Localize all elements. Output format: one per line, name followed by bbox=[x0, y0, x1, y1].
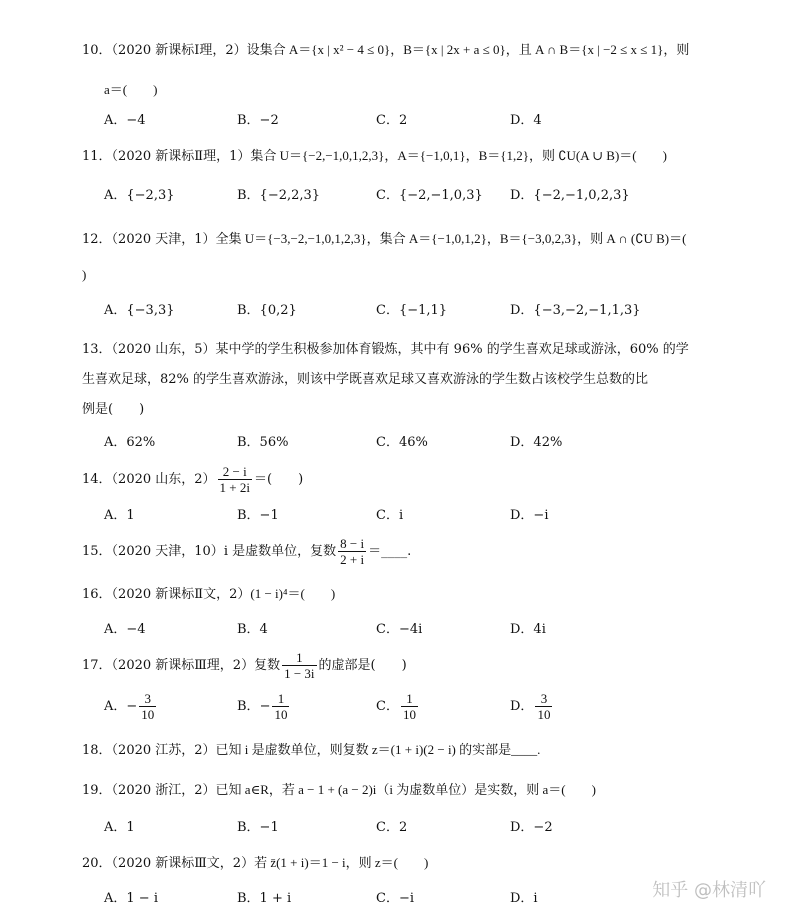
question-15-stem: 15．（2020 天津，10）i 是虚数单位，复数 $\frac{8 - i}{2 + i}$ ＝____. bbox=[82, 536, 412, 567]
fraction: $\frac{8 - i}{2 + i}$ bbox=[340, 536, 365, 567]
question-11-options bbox=[104, 185, 748, 207]
question-19-stem: 19．（2020 浙江，2）已知 a∈R，若 a − 1 + (a − 2)i（i 为虚数单位）是实数，则 a＝( ) bbox=[82, 782, 596, 798]
option-b: B．56% bbox=[237, 435, 289, 450]
fraction: $\frac{2 - i}{1 + 2i}$ bbox=[219, 464, 250, 495]
question-10-stem: 10．（2020 新课标Ⅰ理，2）设集合 A＝{x | x² − 4 ≤ 0}，B＝{x | 2x + a ≤ 0}，且 A ∩ B＝{x | −2 ≤ x ≤ 1}，则 bbox=[82, 42, 690, 58]
option-d: D． $\frac{3}{10}$ bbox=[510, 691, 551, 722]
watermark-text: 知乎 @林清吖 bbox=[652, 880, 766, 901]
option-a: A．1 − i bbox=[104, 891, 158, 906]
question-12-options bbox=[104, 300, 748, 322]
option-c: C．2 bbox=[376, 820, 408, 835]
option-d: D．4i bbox=[510, 622, 546, 637]
option-c: C．−4i bbox=[376, 622, 423, 637]
question-13-stem-cont: 生喜欢足球，82% 的学生喜欢游泳，则该中学既喜欢足球又喜欢游泳的学生数占该校学生总数的比 bbox=[82, 372, 649, 387]
fraction: $\frac{1}{1 - 3i}$ bbox=[284, 650, 315, 681]
option-d: D．{−3,−2,−1,1,3} bbox=[510, 303, 641, 318]
option-b: B．1 + i bbox=[237, 891, 292, 906]
option-d: D．4 bbox=[510, 113, 542, 128]
option-d: D．i bbox=[510, 891, 538, 906]
question-20-stem: 20．（2020 新课标Ⅲ文，2）若 z̄(1 + i)＝1 − i，则 z＝( ) bbox=[82, 855, 429, 871]
option-a: A．1 bbox=[104, 820, 135, 835]
option-c: C．i bbox=[376, 508, 404, 523]
option-a: A．−4 bbox=[104, 113, 146, 128]
option-d: D．{−2,−1,0,2,3} bbox=[510, 188, 630, 203]
question-16-stem: 16．（2020 新课标Ⅱ文，2）(1 − i)⁴＝( ) bbox=[82, 586, 336, 602]
question-14-options bbox=[104, 505, 748, 527]
question-11-stem: 11．（2020 新课标Ⅱ理，1）集合 U＝{−2,−1,0,1,2,3}，A＝{−1,0,1}，B＝{1,2}，则 ∁U(A ∪ B)＝( ) bbox=[82, 148, 667, 164]
question-17-stem: 17．（2020 新课标Ⅲ理，2）复数 $\frac{1}{1 - 3i}$ 的虚部是( ) bbox=[82, 650, 407, 681]
option-b: B．4 bbox=[237, 622, 268, 637]
question-13-stem-cont2: 例是( ) bbox=[82, 402, 145, 417]
question-13-options bbox=[104, 432, 748, 454]
question-18-stem: 18．（2020 江苏，2）已知 i 是虚数单位，则复数 z＝(1 + i)(2 − i) 的实部是____. bbox=[82, 742, 541, 758]
option-c: C． $\frac{1}{10}$ bbox=[376, 691, 416, 722]
option-a: A．1 bbox=[104, 508, 135, 523]
question-12-stem: 12．（2020 天津，1）全集 U＝{−3,−2,−1,0,1,2,3}，集合 A＝{−1,0,1,2}，B＝{−3,0,2,3}，则 A ∩ (∁U B)＝( bbox=[82, 231, 687, 247]
option-b: B．−1 bbox=[237, 820, 279, 835]
option-b: B．−2 bbox=[237, 113, 279, 128]
option-a: A．−4 bbox=[104, 622, 146, 637]
question-14-stem: 14．（2020 山东，2） $\frac{2 - i}{1 + 2i}$ ＝( ) bbox=[82, 464, 304, 495]
option-d: D．42% bbox=[510, 435, 563, 450]
option-a: A．{−2,3} bbox=[104, 188, 175, 203]
question-10-stem-cont: a＝( ) bbox=[104, 82, 158, 97]
option-a: A．− $\frac{3}{10}$ bbox=[104, 691, 155, 722]
question-16-options bbox=[104, 619, 748, 641]
question-17-options bbox=[104, 690, 748, 724]
option-b: B．{0,2} bbox=[237, 303, 297, 318]
option-c: C．46% bbox=[376, 435, 428, 450]
option-a: A．62% bbox=[104, 435, 156, 450]
option-c: C．{−2,−1,0,3} bbox=[376, 188, 483, 203]
option-d: D．−i bbox=[510, 508, 549, 523]
question-13-stem: 13．（2020 山东，5）某中学的学生积极参加体育锻炼，其中有 96% 的学生喜欢足球或游泳，60% 的学 bbox=[82, 342, 689, 357]
question-10-options bbox=[104, 110, 748, 132]
option-b: B．{−2,2,3} bbox=[237, 188, 321, 203]
option-b: B．− $\frac{1}{10}$ bbox=[237, 691, 288, 722]
option-a: A．{−3,3} bbox=[104, 303, 175, 318]
question-19-options bbox=[104, 817, 748, 839]
option-d: D．−2 bbox=[510, 820, 553, 835]
option-c: C．2 bbox=[376, 113, 408, 128]
option-c: C．−i bbox=[376, 891, 414, 906]
question-12-stem-cont: ) bbox=[82, 267, 87, 282]
option-c: C．{−1,1} bbox=[376, 303, 448, 318]
option-b: B．−1 bbox=[237, 508, 279, 523]
